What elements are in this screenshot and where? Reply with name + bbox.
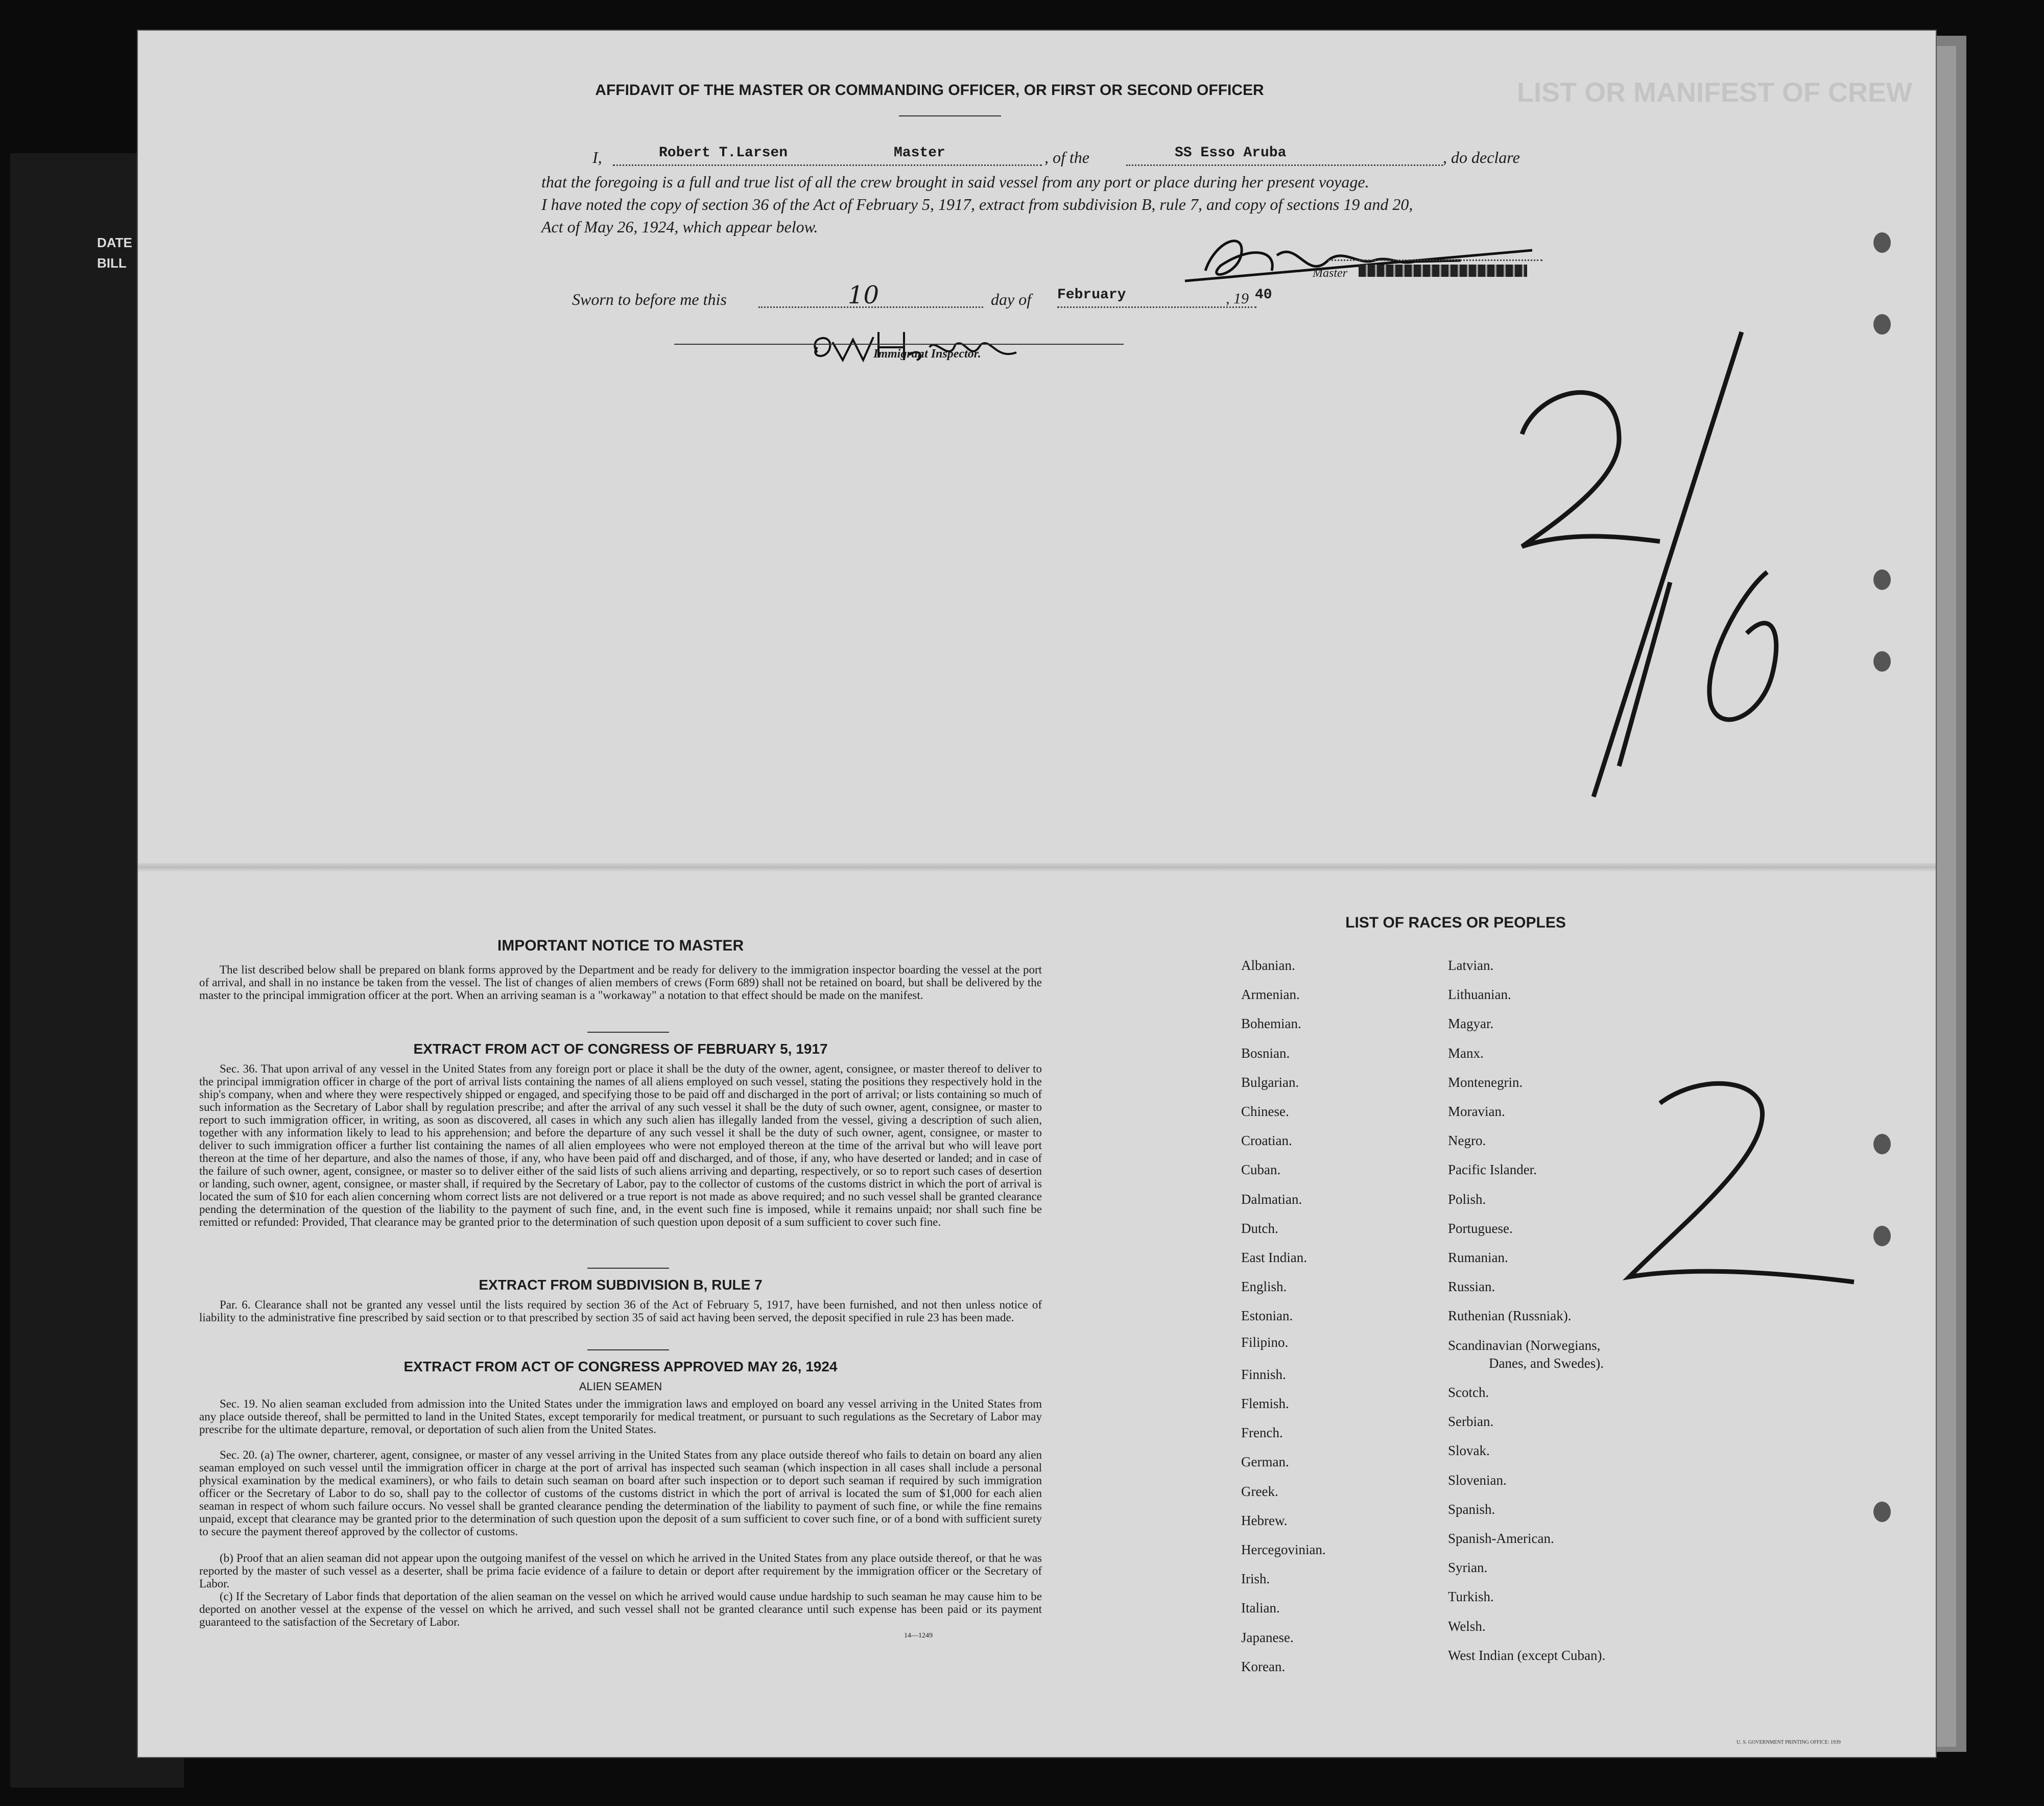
sworn-label: Sworn to before me this [572,290,727,308]
race-entry: English. [1241,1279,1287,1295]
race-entry: Spanish-American. [1448,1531,1554,1546]
binder-hole [41,1542,64,1574]
manifest-page [97,31,1936,1757]
binder-hole [41,572,64,604]
race-entry: Hercegovinian. [1241,1542,1326,1557]
race-entry: Latvian. [1448,958,1494,973]
handwritten-page-mark [1619,1062,1874,1318]
race-entry: Bulgarian. [1241,1074,1299,1090]
extract-1917-title: EXTRACT FROM ACT OF CONGRESS OF FEBRUARY 5, 1917 [413,1041,828,1057]
affidavit-heading: AFFIDAVIT OF THE MASTER OR COMMANDING OFFICER, OR FIRST OR SECOND OFFICER [595,82,1264,99]
date-margin-label: DATE [97,235,132,250]
race-entry: Bohemian. [1241,1016,1301,1032]
punch-hole [1873,651,1891,672]
race-entry: Croatian. [1241,1133,1292,1149]
race-entry: Italian. [1241,1600,1280,1616]
bleed-through-text: LIST OR MANIFEST OF CREW [1517,77,1912,108]
notice-title: IMPORTANT NOTICE TO MASTER [497,937,744,954]
punch-hole [1873,1502,1891,1522]
race-entry: Russian. [1448,1279,1495,1295]
race-entry: Pacific Islander. [1448,1162,1537,1178]
race-entry: Danes, and Swedes). [1489,1355,1604,1371]
race-entry: Slovak. [1448,1443,1490,1459]
section-rule [587,1268,669,1269]
rule-7-title: EXTRACT FROM SUBDIVISION B, RULE 7 [479,1277,763,1293]
form-number: 14—1249 [904,1632,933,1639]
race-entry: Ruthenian (Russniak). [1448,1308,1572,1324]
race-entry: Lithuanian. [1448,987,1511,1003]
race-entry: Syrian. [1448,1560,1488,1576]
race-entry: West Indian (except Cuban). [1448,1647,1606,1663]
sworn-day: 10 [848,281,880,310]
race-entry: East Indian. [1241,1250,1307,1265]
races-title: LIST OF RACES OR PEOPLES [1345,914,1566,931]
race-entry: Negro. [1448,1133,1486,1149]
do-declare-label: , do declare [1443,148,1520,167]
race-entry: Scotch. [1448,1385,1489,1400]
affidavit-i: I, [592,148,602,167]
race-entry: Estonian. [1241,1308,1293,1324]
section-20a-text: Sec. 20. (a) The owner, charterer, agent, consignee, or master of any vessel arriving in the United States from any place outside thereof who fails to detain on board any alien seaman employed on such vessel until the immigration officer in charge at the port of arrival has inspected such seaman (which inspection in all cases shall include a personal physical examination by the medical examiners), or who fails to detain such seaman on board after such inspection or to deport such seaman if required by such immigration officer or the Secretary of Labor to do so, shall pay to the collector of customs of the customs district in which the port of arrival is located the sum of $1,000 for each alien seaman in respect of whom such failure occurs. No vessel shall be granted clearance pending the determination of the liability to payment of such fine, or while the fine remains unpaid, except that clearance may be granted prior to the determination of such question upon the deposit of a sum sufficient to cover such fine, or of a bond with sufficient surety to secure the payment thereof approved by the collector of customs. [199,1448,1042,1538]
master-name: Robert T.Larsen [659,145,788,161]
inspector-caption: Immigrant Inspector. [873,347,981,361]
race-entry: Flemish. [1241,1396,1289,1411]
race-entry: French. [1241,1425,1283,1441]
race-entry: Cuban. [1241,1162,1281,1178]
of-the-label: , of the [1044,148,1089,167]
section-20b-text: (b) Proof that an alien seaman did not appear upon the outgoing manifest of the vessel on which he arrived in the United States from any place outside thereof, or that he was reported by the master of such vessel as a deserter, shall be prima facie evidence of a failure to detain or deport after requirement by the immigration officer or the Secretary of Labor. [199,1552,1042,1590]
sworn-year: 40 [1255,287,1272,303]
race-entry: German. [1241,1454,1289,1470]
punch-hole [1873,314,1891,335]
binder-hole [41,654,64,685]
race-entry: Irish. [1241,1571,1270,1587]
vessel-line [1126,164,1443,166]
punch-hole [1873,232,1891,253]
punch-hole [1873,1226,1891,1246]
master-rank: Master [894,145,945,161]
race-entry: Korean. [1241,1658,1286,1674]
printer-imprint: U. S. GOVERNMENT PRINTING OFFICE: 1939 [1737,1740,1841,1745]
race-entry: Moravian. [1448,1104,1505,1119]
section-19-text: Sec. 19. No alien seaman excluded from admission into the United States under the immigration laws and employed on board any vessel arriving in the United States from any place outside thereof, shall be permitted to land in the United States, except temporarily for medical treatment, or pursuant to such regulations as the Secretary of Labor may prescribe for the ultimate departure, removal, or deportation of such alien from the United States. [199,1397,1042,1436]
race-entry: Armenian. [1241,987,1300,1003]
page-fold [138,863,1936,871]
race-entry: Bosnian. [1241,1045,1290,1061]
race-entry: Dalmatian. [1241,1191,1302,1207]
master-caption: Master [1313,267,1347,280]
name-line [613,164,1042,166]
race-entry: Montenegrin. [1448,1074,1523,1090]
section-rule [587,1349,669,1350]
section-20c-text: (c) If the Secretary of Labor finds that deportation of the alien seaman on the vessel on which he arrived would cause undue hardship to such seaman he may cause him to be deported on another vessel at the expense of the vessel on which he arrived, and such vessel shall not be granted clearance until such expense has been paid or its payment guaranteed to the satisfaction of the Secretary of Labor. [199,1590,1042,1628]
inspector-signature [802,317,1047,373]
punch-hole [1873,1134,1891,1154]
inspector-line [674,344,1124,345]
race-entry: Manx. [1448,1045,1484,1061]
race-entry: Dutch. [1241,1220,1278,1236]
race-entry: Spanish. [1448,1501,1495,1517]
race-entry: Magyar. [1448,1016,1494,1032]
day-of-label: day of [991,290,1032,308]
affidavit-line-2: that the foregoing is a full and true list of all the crew brought in said vessel from any port or place during her present voyage. [541,173,1369,191]
notice-body: The list described below shall be prepared on blank forms approved by the Department and be ready for delivery to the immigration inspector boarding the vessel at the port of arrival, and shall in no instance be taken from the vessel. The list of changes of alien members of crews (Form 689) shall not be retained on board, but shall be delivered by the master to the principal immigration officer at the port. When an arriving seaman is a "workaway" a notation to that effect should be made on the manifest. [199,963,1042,1002]
binder-hole [41,312,64,343]
alien-seamen-subtitle: ALIEN SEAMEN [579,1380,662,1393]
race-entry: Greek. [1241,1483,1278,1499]
affidavit-line-3: I have noted the copy of section 36 of the Act of February 5, 1917, extract from subdivision B, rule 7, and copy of sections 19 and 20, [541,195,1413,213]
race-entry: Turkish. [1448,1589,1494,1605]
race-entry: Hebrew. [1241,1512,1288,1528]
rule-7-body: Par. 6. Clearance shall not be granted any vessel until the lists required by section 36 of the Act of February 5, 1917, have been furnished, and not then unless notice of liability to the administrative fine prescribed by said section or to that prescribed by section 35 of said act having been served, the deposit specified in rule 23 has been made. [199,1298,1042,1324]
affidavit-line-4: Act of May 26, 1924, which appear below. [541,218,818,236]
race-entry: Polish. [1448,1191,1486,1207]
extract-1924-title: EXTRACT FROM ACT OF CONGRESS APPROVED MAY 26, 1924 [403,1359,838,1374]
race-entry: Serbian. [1448,1414,1494,1430]
bill-margin-label: BILL [97,255,127,271]
race-entry: Chinese. [1241,1104,1289,1119]
year-prefix: , 19 [1226,290,1249,307]
race-entry: Slovenian. [1448,1472,1507,1488]
race-entry: Finnish. [1241,1366,1286,1382]
binder-hole [41,227,64,259]
section-rule [587,1032,669,1033]
sworn-month: February [1057,287,1126,303]
vessel-name: SS Esso Aruba [1175,145,1287,161]
race-entry: Scandinavian (Norwegians, [1448,1337,1601,1353]
race-entry: Welsh. [1448,1618,1486,1634]
extract-1917-body: Sec. 36. That upon arrival of any vessel in the United States from any foreign port or place it shall be the duty of the owner, agent, consignee, or master thereof to deliver to the principal immigration officer in charge of the port of arrival lists containing the names of all aliens employed on such vessel, stating the positions they respectively hold in the ship's company, when and where they were respectively shipped or engaged, and specifying those to be paid off and discharged in the port of arrival; or lists containing so much of such information as the Secretary of Labor shall by regulation prescribe; and after the arrival of any such vessel it shall be the duty of such owner, agent, consignee, or master to report to such immigration officer, in writing, as soon as discovered, all cases in which any such alien has illegally landed from the vessel, giving a description of such alien, together with any information likely to lead to his apprehension; and before the departure of any such vessel it shall be the duty of such owner, agent, consignee, or master to deliver to such immigration officer a further list containing the names of all alien employees who were not employed thereon at the time of the arrival but who will leave port thereon at the time of her departure, and also the names of those, if any, who have been paid off and discharged, and of those, if any, who have deserted or landed; and in case of the failure of such owner, agent, consignee, or master so to deliver either of the said lists of such aliens arriving and departing, respectively, or so to report such cases of desertion or landing, such owner, agent, consignee, or master shall, if required by the Secretary of Labor, pay to the collector of customs of the customs district in which the port of arrival is located the sum of $10 for each alien concerning whom correct lists are not delivered or a true report is not made as above required; and no such vessel shall be granted clearance pending the determination of the question of the liability to the payment of such fine, and, in the event such fine is imposed, while it remains unpaid; nor shall such fine be remitted or refunded: Provided, That clearance may be granted prior to the determination of such question upon deposit of a sum sufficient to cover such fine. [199,1062,1042,1228]
heading-rule [899,115,1001,116]
race-entry: Albanian. [1241,958,1295,973]
punch-hole [1873,569,1891,590]
binder-hole [41,1461,64,1492]
handwritten-date-mark [1353,306,1793,817]
signature-line [1328,259,1542,261]
race-entry: Filipino. [1241,1334,1289,1350]
race-entry: Japanese. [1241,1629,1294,1645]
race-entry: Rumanian. [1448,1250,1508,1265]
race-entry: Portuguese. [1448,1220,1513,1236]
struck-out-text [1359,265,1527,277]
